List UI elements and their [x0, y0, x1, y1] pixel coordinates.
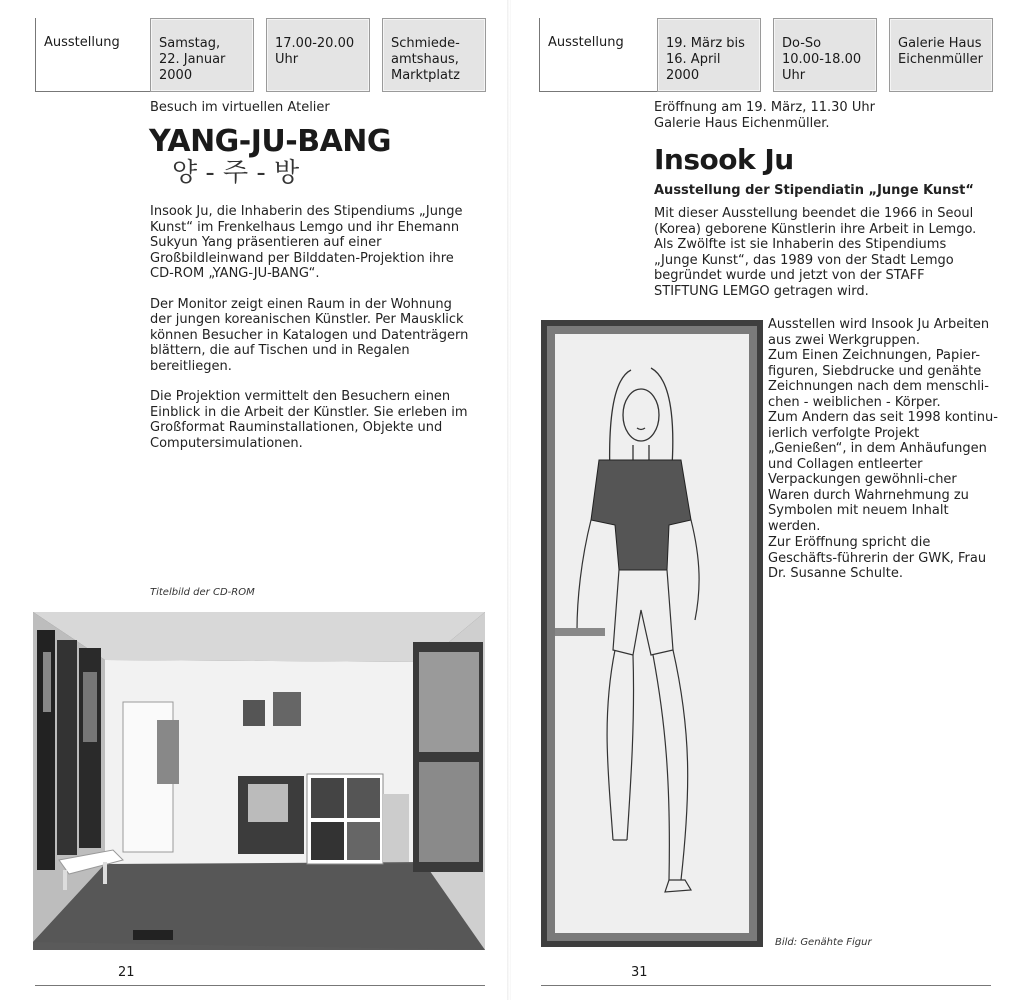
intro-text: Mit dieser Ausstellung beendet die 1966 in Seoul (Korea) geborene Künstlerin ihre Arbeit in Lemgo. Als Zwölfte ist sie Inhaberin des Stipendiums „Junge Kunst“, das 1989 von der Stadt Lemgo begründet wurde und jetzt von der STAFF STIFTUNG LEMGO getragen wird.: [654, 206, 977, 299]
page-number: 31: [631, 965, 648, 980]
cdrom-room-image: [33, 612, 485, 950]
paragraph-1: Insook Ju, die Inhaberin des Stipendiums „Junge Kunst“ im Frenkelhaus Lemgo und ihr Ehemann Sukyun Yang präsentieren auf einer Großbildleinwand per Bilddaten-Projektion ihre CD-ROM „YANG-JU-BANG“.: [150, 204, 463, 281]
opening-info: Eröffnung am 19. März, 11.30 Uhr Galerie Haus Eichenmüller.: [654, 100, 875, 131]
header-date-text: Samstag, 22. Januar 2000: [159, 36, 226, 83]
header-time: [773, 18, 877, 92]
side-text-works: Ausstellen wird Insook Ju Arbeiten aus zwei Werkgruppen. Zum Einen Zeichnungen, Papier-figuren, Siebdrucke und genähte Zeichnungen nach dem menschli-chen - weiblichen - Körper. Zum Andern das seit 1998 kontinu-ierlich verfolgte Projekt „Genießen“, in dem Anhäufungen und Collagen entleerter Verpackungen gewöhnli-cher Waren durch Wahrnehmung zu Symbolen mit neuem Inhalt werden.: [768, 317, 998, 534]
header-category-text: Ausstellung: [44, 35, 120, 50]
body-text: [150, 204, 470, 466]
header-date: [150, 18, 254, 92]
paragraph-3: Die Projektion vermittelt den Besuchern einen Einblick in die Arbeit der Künstler. Sie erleben im Großformat Rauminstallationen, Objekte und Computersimulationen.: [150, 389, 468, 451]
header-category: [539, 18, 657, 92]
header-time-text: Do-So 10.00-18.00 Uhr: [782, 36, 862, 83]
header-time: [266, 18, 370, 92]
header-date: [657, 18, 761, 92]
header-location: [382, 18, 486, 92]
image-caption: Bild: Genähte Figur: [775, 937, 872, 948]
right-page: [511, 0, 1019, 1000]
header-date-text: 19. März bis 16. April 2000: [666, 36, 745, 83]
page-title: YANG-JU-BANG: [149, 124, 392, 159]
header-location-text: Galerie Haus Eichenmüller: [898, 36, 983, 67]
left-page: [0, 0, 508, 1000]
footer-rule: [35, 985, 485, 986]
sewn-figure-image: [541, 320, 763, 947]
kicker: Besuch im virtuellen Atelier: [150, 100, 330, 115]
page-title: Insook Ju: [654, 143, 794, 176]
header-time-text: 17.00-20.00 Uhr: [275, 36, 355, 67]
paragraph-2: Der Monitor zeigt einen Raum in der Wohnung der jungen koreanischen Künstler. Per Mausklick können Besucher in Katalogen und Datenträgern blättern, die auf Tischen und in Regalen bereitliegen.: [150, 296, 469, 374]
subtitle: Ausstellung der Stipendiatin „Junge Kunst“: [654, 183, 974, 198]
image-caption: Titelbild der CD-ROM: [150, 587, 255, 598]
header-category-text: Ausstellung: [548, 35, 624, 50]
header-category: [35, 18, 150, 92]
footer-rule: [541, 985, 991, 986]
side-text-opening-speech: Zur Eröffnung spricht die Geschäfts-führerin der GWK, Frau Dr. Susanne Schulte.: [768, 535, 987, 581]
page-number: 21: [118, 965, 135, 980]
header-location-text: Schmiede- amtshaus, Marktplatz: [391, 36, 460, 83]
header-location: [889, 18, 993, 92]
korean-title: 양 - 주 - 방: [172, 158, 300, 188]
